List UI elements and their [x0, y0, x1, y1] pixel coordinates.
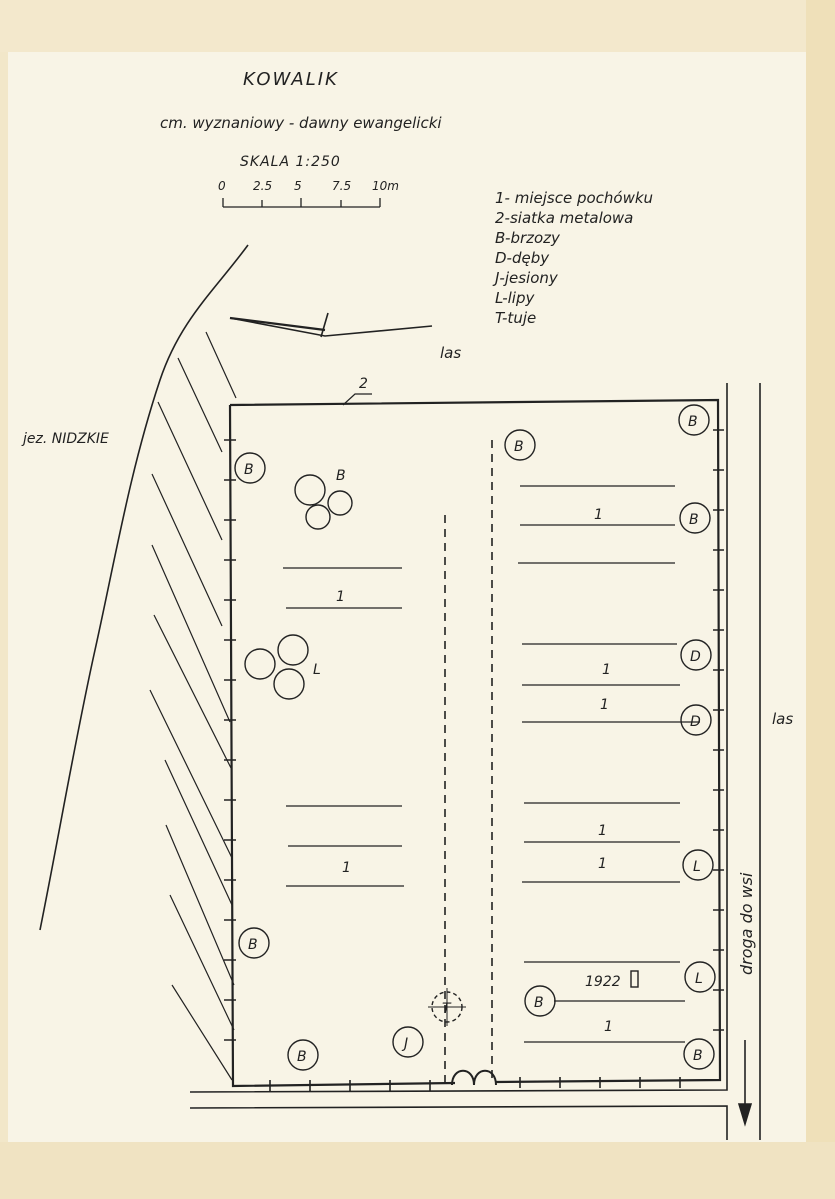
road — [190, 383, 760, 1140]
fence-marker: 2 — [359, 376, 368, 392]
legend-item: B-brzozy — [495, 229, 560, 247]
forest-label-top: las — [440, 344, 462, 362]
svg-text:T: T — [442, 1001, 451, 1017]
forest-label-right: las — [772, 710, 794, 728]
gate — [452, 1071, 496, 1085]
svg-text:B: B — [244, 462, 254, 478]
svg-text:D: D — [690, 649, 701, 665]
tree-thuja — [428, 988, 466, 1026]
svg-text:J: J — [404, 1036, 409, 1052]
grave-year: 1922 — [585, 974, 621, 990]
road-label: droga do wsi — [737, 872, 756, 975]
legend-item: L-lipy — [495, 289, 535, 307]
burial-label: 1 — [336, 589, 345, 605]
tree-oak — [681, 705, 711, 735]
legend-item: 2-siatka metalowa — [495, 209, 634, 227]
legend-item: T-tuje — [495, 309, 537, 327]
svg-text:B: B — [534, 995, 544, 1011]
scale-tick-label: 0 — [218, 179, 226, 193]
tree-birch — [525, 986, 555, 1016]
tree-birch — [288, 1040, 318, 1070]
tree-linden — [683, 850, 713, 880]
svg-text:B: B — [514, 439, 524, 455]
burial-label: 1 — [342, 860, 351, 876]
scale-tick-label: 5 — [294, 179, 302, 193]
scale-tick-label: 2.5 — [253, 179, 273, 193]
tree-ash — [393, 1027, 423, 1057]
grave-marker — [631, 971, 638, 987]
svg-text:L: L — [695, 971, 703, 987]
svg-text:L: L — [693, 859, 701, 875]
tree-birch — [235, 453, 265, 483]
legend-item: 1- miejsce pochówku — [495, 189, 654, 207]
burial-label: 1 — [600, 697, 609, 713]
tree-birch — [679, 405, 709, 435]
tree-birch — [680, 503, 710, 533]
burial-label: 1 — [598, 856, 607, 872]
burial-label: 1 — [598, 823, 607, 839]
linden-group-label: L — [313, 662, 321, 678]
scale-tick-label: 7.5 — [332, 179, 352, 193]
svg-text:B: B — [297, 1049, 307, 1065]
svg-text:B: B — [248, 937, 258, 953]
scale-tick-label: 10m — [372, 179, 399, 193]
burial-label: 1 — [604, 1019, 613, 1035]
lake-shore — [40, 245, 248, 1080]
lake-label: jez. NIDZKIE — [23, 431, 109, 447]
svg-text:B: B — [689, 512, 699, 528]
tree-birch — [684, 1039, 714, 1069]
burial-label: 1 — [594, 507, 603, 523]
plan-subtitle: cm. wyznaniowy - dawny ewangelicki — [160, 114, 442, 132]
tree-linden — [685, 962, 715, 992]
cemetery-fence — [224, 400, 724, 1091]
legend-item: D-dęby — [495, 249, 550, 267]
scale-label: SKALA 1:250 — [240, 154, 341, 170]
birch-group-label: B — [336, 468, 346, 484]
north-arrow — [230, 313, 432, 337]
svg-text:B: B — [688, 414, 698, 430]
svg-text:B: B — [693, 1048, 703, 1064]
plan-title: KOWALIK — [243, 69, 339, 90]
scale-bar — [218, 179, 399, 207]
tree-birch — [239, 928, 269, 958]
legend-item: J-jesiony — [495, 269, 558, 287]
tree-oak — [681, 640, 711, 670]
svg-text:D: D — [690, 714, 701, 730]
linden-group — [245, 635, 308, 699]
burial-label: 1 — [602, 662, 611, 678]
tree-birch — [505, 430, 535, 460]
legend — [492, 189, 653, 327]
